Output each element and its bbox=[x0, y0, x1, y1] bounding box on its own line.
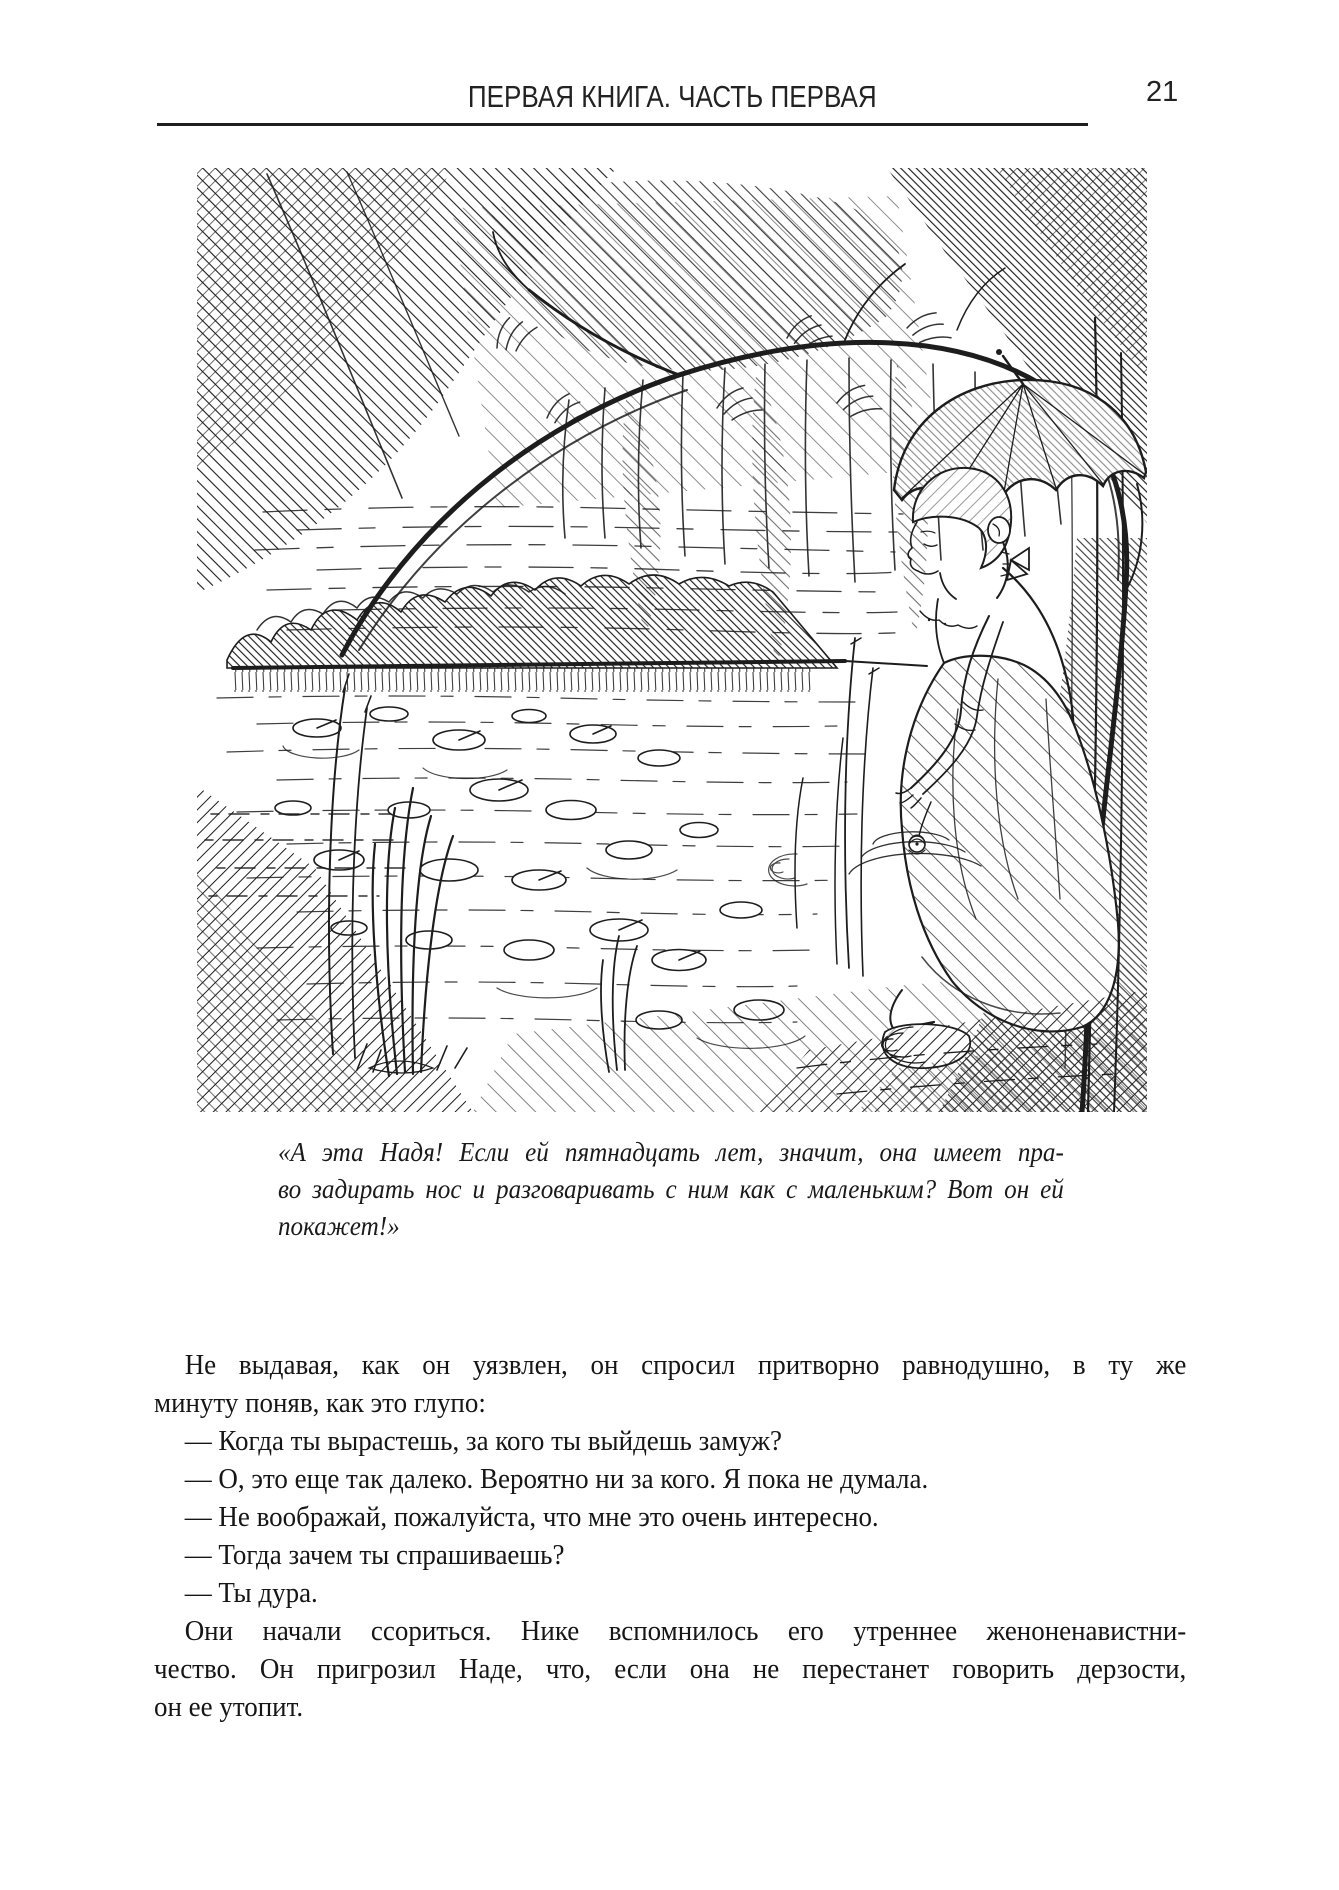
body-line: — Когда ты вырастешь, за кого ты выйдешь замуж? bbox=[184, 1425, 782, 1457]
running-header bbox=[197, 80, 1147, 114]
pond-illustration bbox=[197, 168, 1147, 1112]
body-line: — О, это еще так далеко. Вероятно ни за кого. Я пока не думала. bbox=[184, 1463, 929, 1495]
body-line: — Не воображай, пожалуйста, что мне это очень интересно. bbox=[184, 1501, 879, 1533]
caption-line: во задирать нос и разговаривать с ним как с маленьким? Вот он ей bbox=[278, 1174, 1064, 1204]
page-number: 21 bbox=[1146, 76, 1179, 108]
illustration-caption bbox=[278, 1134, 1064, 1245]
caption-line: покажет!» bbox=[278, 1211, 400, 1241]
body-text bbox=[154, 1346, 1186, 1726]
body-line: — Тогда зачем ты спрашиваешь? bbox=[184, 1539, 565, 1571]
body-line: минуту поняв, как это глупо: bbox=[154, 1387, 486, 1419]
body-line: — Ты дура. bbox=[184, 1577, 318, 1609]
header-rule bbox=[157, 123, 1088, 126]
body-line: Не выдавая, как он уязвлен, он спросил притворно равнодушно, в ту же bbox=[184, 1349, 1187, 1381]
body-line: Они начали ссориться. Нике вспомнилось его утреннее женоненавистни- bbox=[184, 1615, 1187, 1647]
running-header-text: ПЕРВАЯ КНИГА. ЧАСТЬ ПЕРВАЯ bbox=[467, 79, 877, 114]
caption-line: «А эта Надя! Если ей пятнадцать лет, значит, она имеет пра- bbox=[278, 1137, 1064, 1167]
body-line: чество. Он пригрозил Наде, что, если она не перестанет говорить дерзости, bbox=[154, 1653, 1187, 1685]
body-line: он ее утопит. bbox=[154, 1691, 304, 1723]
